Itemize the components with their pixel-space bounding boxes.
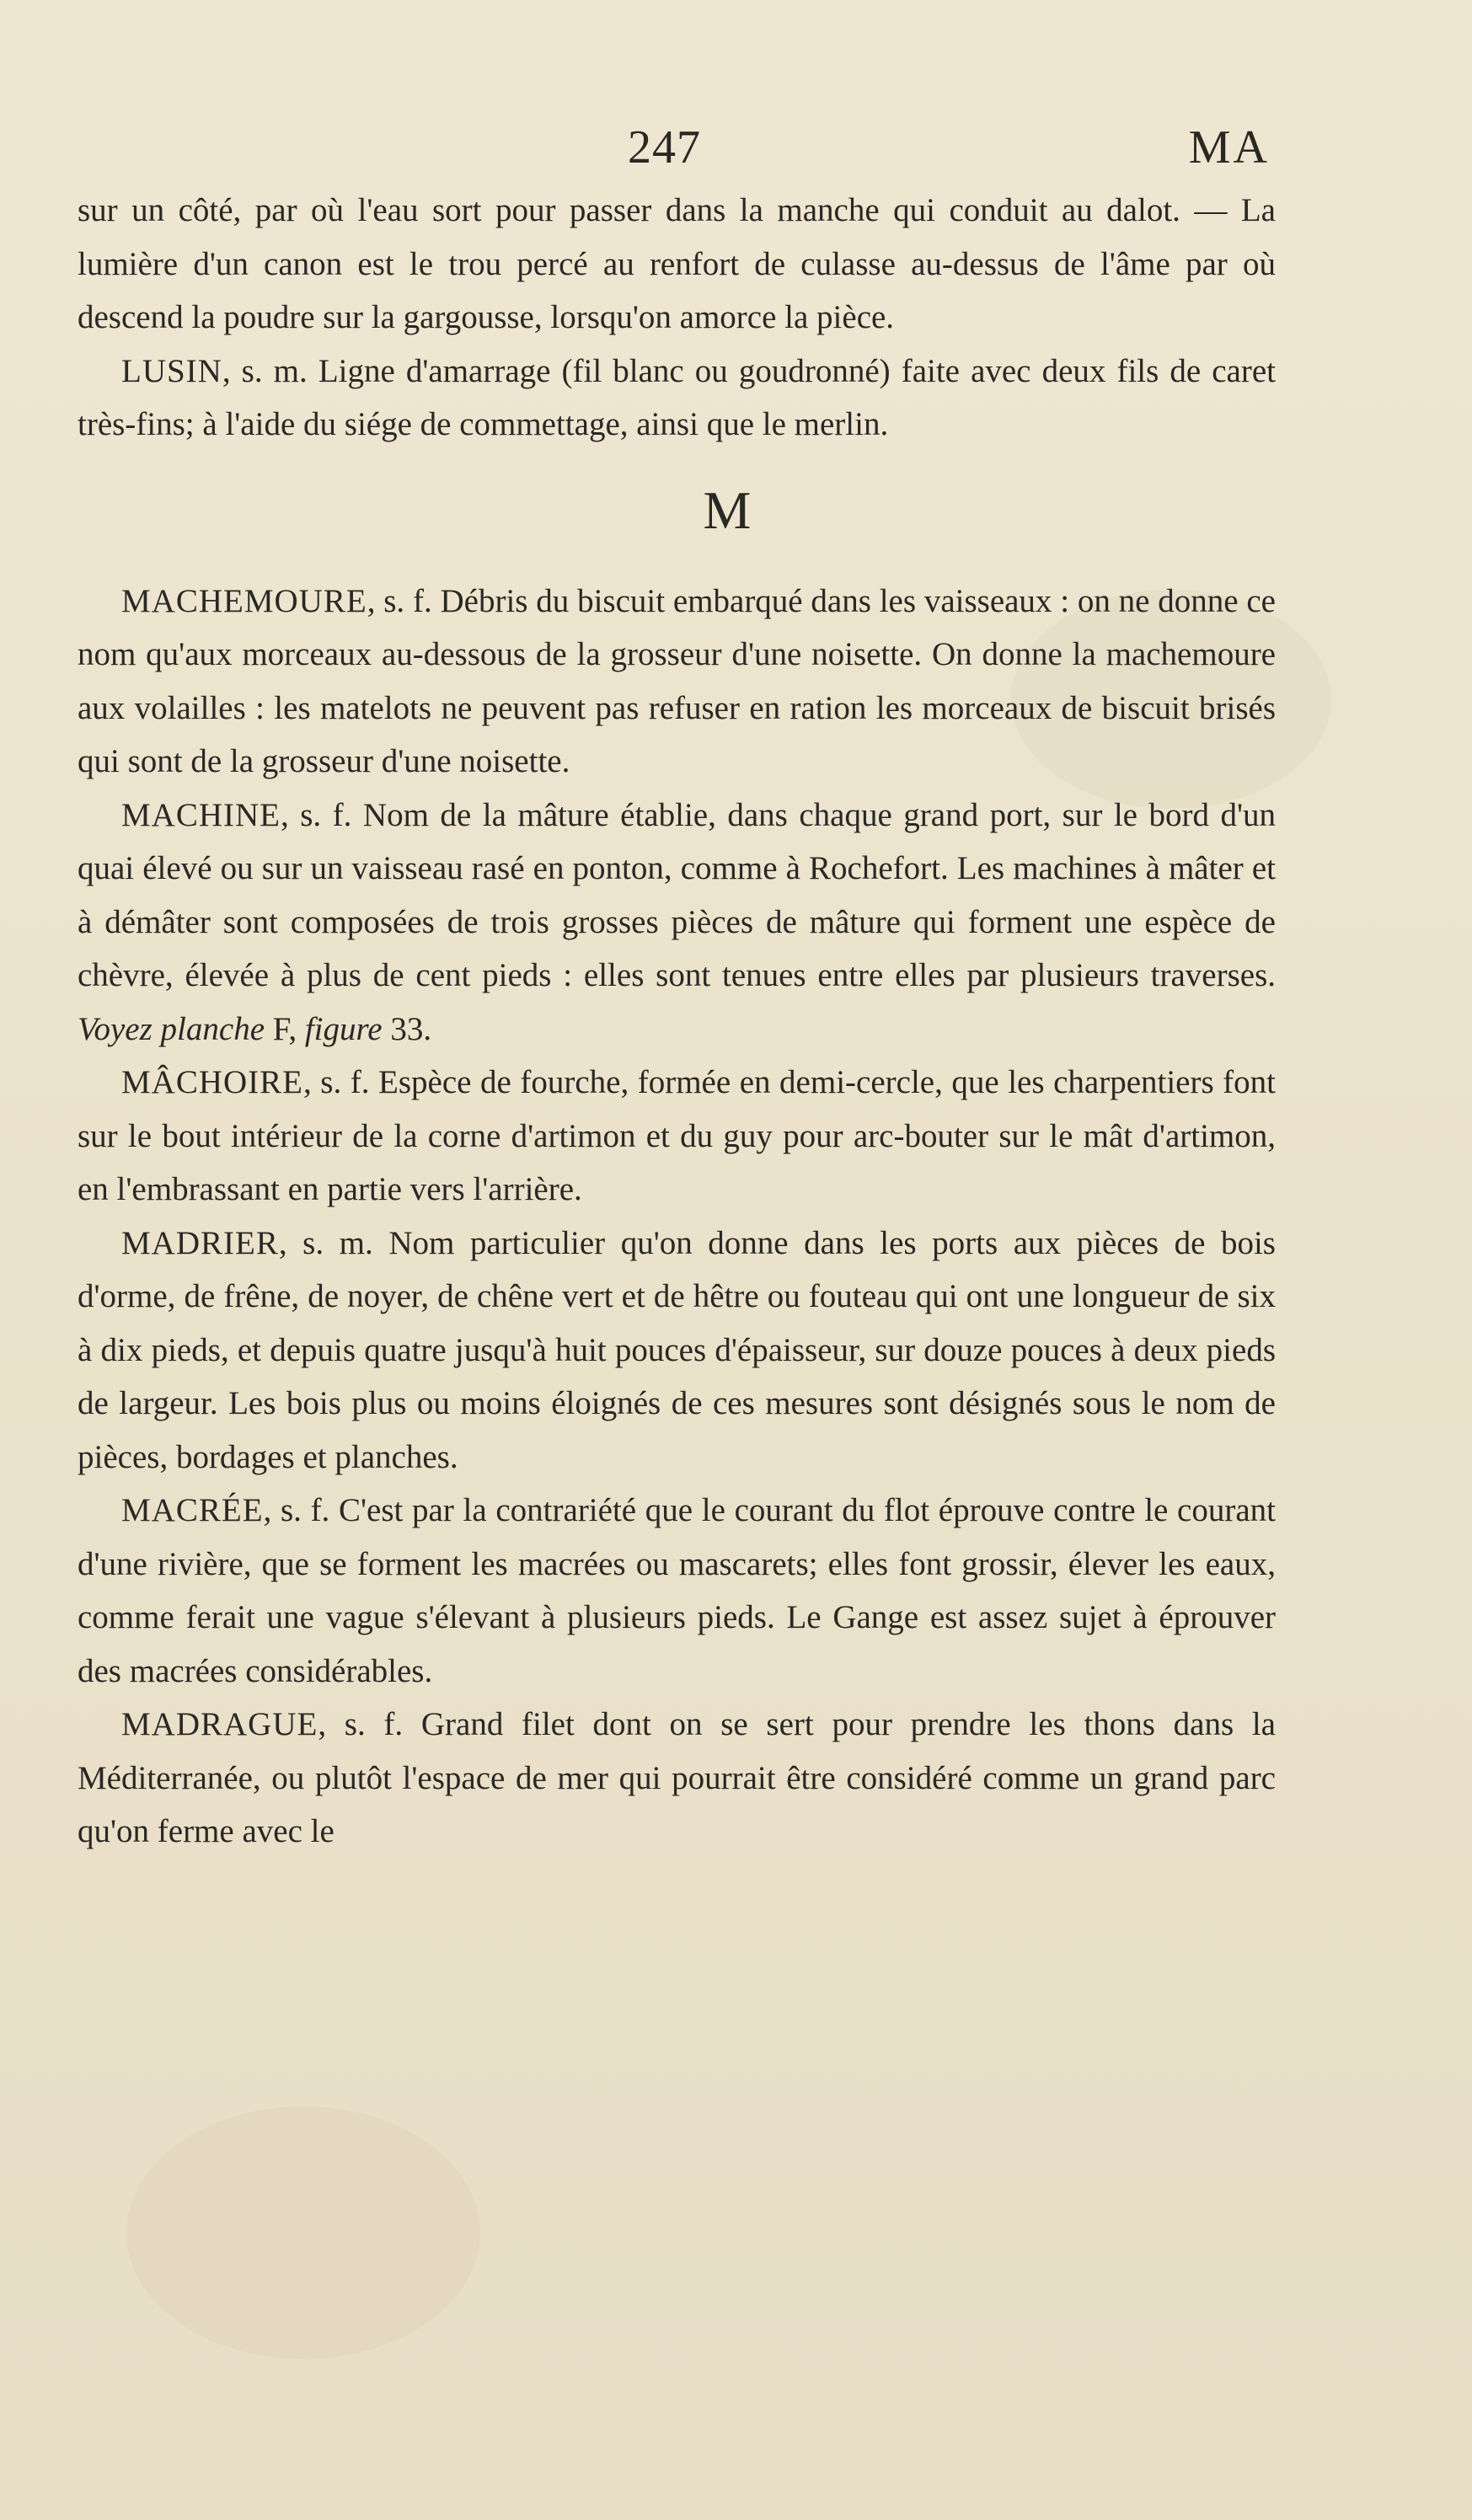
entry-text: Grand filet dont on se sert pour prendre les thons dans la Méditerranée, ou plutôt l'espace de mer qui pourrait être considéré comme un grand parc qu'on ferme avec le <box>78 1706 1276 1849</box>
entry-machoire <box>78 1056 1276 1217</box>
entry-grammar: , s. f. <box>318 1706 404 1742</box>
entry-headword: LUSIN <box>121 352 222 389</box>
entry-lusin <box>78 345 1276 452</box>
entry-text: Ligne d'amarrage (fil blanc ou goudronné) faite avec deux fils de caret très-fins; à l'aide du siége de commettage, ainsi que le merlin. <box>78 352 1276 442</box>
entry-grammar: , s. f. <box>281 796 352 833</box>
entry-headword: MADRAGUE <box>121 1706 318 1742</box>
entry-grammar: , s. f. <box>367 582 432 619</box>
cross-reference: Voyez planche <box>78 1010 265 1047</box>
entry-madrier <box>78 1217 1276 1485</box>
entry-machemoure <box>78 575 1276 789</box>
entry-headword: MACRÉE <box>121 1492 264 1528</box>
entry-madrague <box>78 1698 1276 1859</box>
cross-reference-plate: F, <box>265 1010 305 1047</box>
running-head: MA <box>1188 121 1270 174</box>
entry-text: Nom particulier qu'on donne dans les ports aux pièces de bois d'orme, de frêne, de noyer, de chêne vert et de hêtre ou fouteau qui ont une longueur de six à dix pieds, et depuis quatre jusqu'à huit pouces d'épaisseur, sur douze pouces à deux pieds de largeur. Les bois plus ou moins éloignés de ces mesures sont désignés sous le nom de pièces, bordages et planches. <box>78 1224 1276 1475</box>
page-header <box>0 114 1472 181</box>
entry-headword: MADRIER <box>121 1224 279 1261</box>
entry-text: Nom de la mâture établie, dans chaque grand port, sur le bord d'un quai élevé ou sur un vaisseau rasé en ponton, comme à Rochefort. Les machines à mâter et à démâter sont composées de trois grosses pièces de mâture qui forment une espèce de chèvre, élevée à plus de cent pieds : elles sont tenues entre elles par plusieurs traverses. <box>78 796 1276 993</box>
entry-text: C'est par la contrariété que le courant du flot éprouve contre le courant d'une rivière, que se forment les macrées ou mascarets; elles font grossir, élever les eaux, comme ferait une vague s'élevant à plusieurs pieds. Le Gange est assez sujet à éprouver des macrées considérables. <box>78 1492 1276 1689</box>
entry-text: sur un côté, par où l'eau sort pour passer dans la manche qui conduit au dalot. — La lumière d'un canon est le trou percé au renfort de culasse au-dessus de l'âme par où descend la poudre sur la gargousse, lorsqu'on amorce la pièce. <box>78 192 1276 335</box>
entry-grammar: , s. m. <box>278 1224 373 1261</box>
entry-grammar: , s. f. <box>263 1492 330 1528</box>
cross-reference-figure: figure <box>304 1010 383 1047</box>
cross-reference-number: 33. <box>382 1010 432 1047</box>
entry-headword: MÂCHOIRE <box>121 1064 304 1100</box>
entry-grammar: , s. m. <box>222 352 308 389</box>
paper-stain <box>126 2106 480 2359</box>
entry-machine <box>78 789 1276 1057</box>
page-number: 247 <box>628 121 701 174</box>
section-letter: M <box>703 479 752 540</box>
entry-headword: MACHEMOURE <box>121 582 367 619</box>
page-body <box>78 184 1276 1859</box>
entry-text: Débris du biscuit embarqué dans les vaisseaux : on ne donne ce nom qu'aux morceaux au-dessous de la grosseur d'une noisette. On donne la machemoure aux volailles : les matelots ne peuvent pas refuser en ration les morceaux de biscuit brisés qui sont de la grosseur d'une noisette. <box>78 582 1276 779</box>
entry-headword: MACHINE <box>121 796 281 833</box>
entry-macree <box>78 1484 1276 1698</box>
entry-continuation <box>78 184 1276 345</box>
entry-grammar: , s. f. <box>303 1064 370 1100</box>
entry-text: Espèce de fourche, formée en demi-cercle, que les charpentiers font sur le bout intérieur de la corne d'artimon et du guy pour arc-bouter sur le mât d'artimon, en l'embrassant en partie vers l'arrière. <box>78 1064 1277 1207</box>
